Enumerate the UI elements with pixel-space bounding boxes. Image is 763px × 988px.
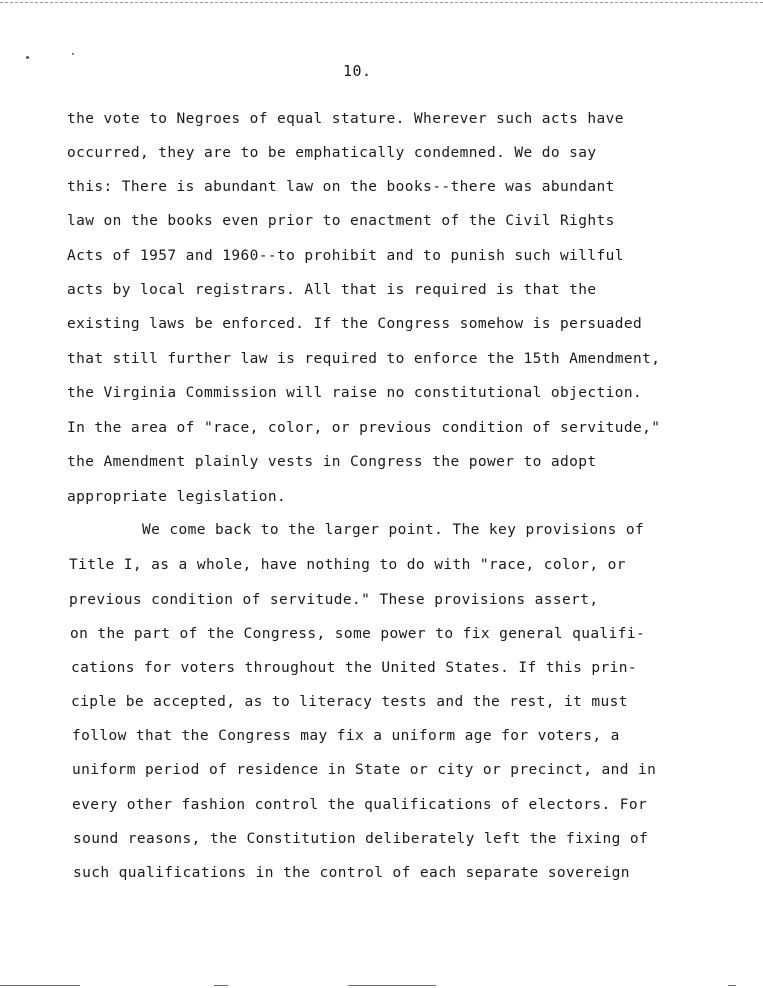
text-line: the Virginia Commission will raise no constitutional objection. [67,385,643,401]
text-line: sound reasons, the Constitution deliberately left the fixing of [73,831,649,847]
text-line: the Amendment plainly vests in Congress the power to adopt [67,454,597,470]
text-line: ciple be accepted, as to literacy tests and the rest, it must [71,694,628,710]
scan-speck [72,53,74,55]
text-line: appropriate legislation. [67,489,287,505]
text-line: such qualifications in the control of each separate sovereign [73,865,630,881]
text-line: Acts of 1957 and 1960--to prohibit and to punish such willful [67,248,624,264]
text-line: Title I, as a whole, have nothing to do with "race, color, or [69,557,626,573]
text-line: occurred, they are to be emphatically condemned. We do say [67,145,597,161]
text-line: cations for voters throughout the United States. If this prin- [71,660,638,676]
text-line: the vote to Negroes of equal stature. Wherever such acts have [67,111,624,127]
text-line: acts by local registrars. All that is required is that the [67,282,597,298]
text-line: law on the books even prior to enactment of the Civil Rights [67,213,615,229]
scan-bottom-mark [728,985,736,986]
page-number: 10. [343,62,372,80]
paragraph-start-line: We come back to the larger point. The key provisions of [142,522,645,538]
scan-speck [26,56,29,59]
text-line: In the area of "race, color, or previous condition of servitude," [67,420,661,436]
scan-bottom-mark [214,985,228,986]
scan-top-border [0,2,763,3]
scan-bottom-mark [348,985,436,986]
text-line: that still further law is required to enforce the 15th Amendment, [67,351,661,367]
text-line: follow that the Congress may fix a uniform age for voters, a [72,728,620,744]
text-line: existing laws be enforced. If the Congress somehow is persuaded [67,316,643,332]
text-line: every other fashion control the qualifications of electors. For [72,797,648,813]
text-line: on the part of the Congress, some power to fix general qualifi- [70,626,646,642]
text-line: previous condition of servitude." These provisions assert, [69,592,599,608]
text-line: this: There is abundant law on the books--there was abundant [67,179,615,195]
text-line: uniform period of residence in State or city or precinct, and in [72,762,657,778]
scan-bottom-mark [0,985,80,986]
